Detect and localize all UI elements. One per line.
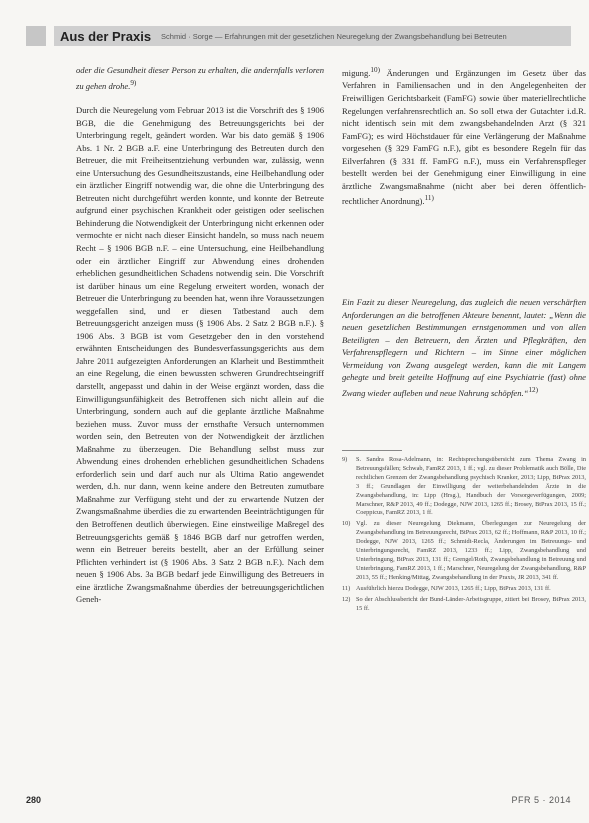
page-number: 280 [26,795,42,805]
paragraph-intro: oder die Gesundheit dieser Person zu erhalten, die andernfalls verloren zu gehen drohe.$^{9)}$ [76,65,324,91]
footnote-ref: 12) [528,385,538,394]
header-square-icon [26,26,46,46]
footnote-item: 9) S. Sandra Rosa-Adelmann, in: Rechtsprechungsübersicht zum Thema Zwang in Betreuungsfällen; Schwab, FamRZ 2013, 1 ff.; vgl. zu dieser Problematik auch Bölle, Die rechtlichen Grenzen der Zwangsbehandlung psychisch Kranker, 2013; Lipp, BtPrax 2013, 3 ff.; Grundlagen der Einwilligung der weiterbehandelnden Ärzte in die Zwangsbehandlung, in: Lipp (Hrsg.), Handbuch der Vorsorgeverfügungen, 2009; Marschner, R&P 2013, 49 ff.; Dodegge, NJW 2013, 1265 ff.; Brosey, BtPrax 2013, 15 ff.; Coeppicus, FamRZ 2013, 1 ff. [342,456,586,517]
footnote-item: 12) So der Abschlussbericht der Bund-Länder-Arbeitsgruppe, zitiert bei Brosey, BtPrax 2013, 15 ff. [342,595,586,612]
footnote-ref: 11) [424,194,434,203]
paragraph-conclusion: Ein Fazit zu dieser Neuregelung, das zugleich die neuen verschärften Anforderungen an die betroffenen Akteure benennt, lautet: „Wenn die neuen gesetzlichen Bestimmungen ernstgenommen und von allen Beteiligten – den Betreuern, den Ärzten und Pflegkräften, den Verfahrenspflegern und Richtern – im Sinne einer möglichen Vermeidung von Zwang ausgelegt werden, kann die mit Langem gehegte und breit geteilte Hoffnung auf eine Psychiatrie (fast) ohne Zwang wieder aufleben und neue Nahrung schöpfen.“$^{12)}$ [342,297,586,398]
footnote-divider [342,450,402,451]
section-title: Aus der Praxis [60,28,152,44]
paragraph-continued: migung.$^{10)}$ Änderungen und Ergänzungen im Gesetz über das Verfahren in Familiensachen und in den Angelegenheiten der Freiwilligen Gerichtsbarkeit (FamFG) sowie über materiellrechtliche Regelungen verfahrensrechtlich an. So soll etwa der Gutachter i.d.R. nicht identisch sein mit dem zwangsbehandelnden Arzt (§ 321 FamFG); es wird Höchstdauer für eine Verlängerung der Maßnahme vorgesehen (§ 329 FamFG n.F.), gibt es besondere Regeln für das Eilverfahren (§ 331 ff. FamFG n.F.), muss ein Verfahrenspfleger bestellt werden bei der Genehmigung einer Einwilligung in eine ärztliche Zwangsmaßnahme (nicht aber bei deren öffentlich-rechtlicher Anordnung).$^{11)}$ [342,66,586,207]
footnotes [342,456,586,756]
right-column [342,64,586,284]
footnote-ref: 10) [370,66,380,74]
footnote-ref: 9) [130,78,137,87]
paragraph-main: Durch die Neuregelung vom Februar 2013 ist die Vorschrift des § 1906 BGB, die die Genehmigung des Betreuungsgerichts bei der Unterbringung regelt, geändert worden. War bis dato gemäß § 1906 Abs. 1 Nr. 2 BGB a.F. eine Unterbringung des Betreuten durch den Betreuer, die mit Freiheitsentziehung verbunden war, zulässig, wenn eine Untersuchung des Gesundheitszustands, eine Heilbehandlung oder ein ärztlicher Eingriff notwendig war, die ohne die Unterbringung des Betreuten nicht durchgeführt werden konnte, und konnte der Betreute aufgrund einer psychischen Krankheit oder geistigen oder seelischen Behinderung die Notwendigkeit der Unterbringung nicht erkennen oder vermochte er nicht nach dieser Einsicht handeln, so muss nach neuem Recht – § 1906 BGB n.F. – eine Untersuchung, eine Heilbehandlung oder ein ärztlicher Eingriff zur Abwendung eines drohenden erheblichen gesundheitlichen Schadens notwendig sein. Die Vorschrift ist darüber hinaus um eine Regelung erweitert worden, wonach der Betreuer die Unterbringung zu beenden hat, wenn ihre Voraussetzungen weggefallen sind, und er diesen Tatbestand auch dem Betreuungsgericht anzeigen muss (§ 1906 Abs. 2 Satz 2 BGB n.F.). § 1906 Abs. 3 BGB ist vom Gesetzgeber den in den vorstehend erwähnten Entscheidungen des Bundesverfassungsgerichts aus dem Jahre 2011 aufgezeigten Anforderungen an Klarheit und Bestimmtheit an eine Regelung, die einen bewussten schweren Grundrechtseingriff darstellt, angepasst und dahin in der Weise ergänzt worden, dass die Einwilligungsunfähigkeit des Betroffenen sich nicht allein auf die Unterbringung, sondern auch auf die geplante ärztliche Maßnahme beziehen muss. Zuvor muss der ernsthafte Versuch unternommen worden sein, den Betreuten von der Notwendigkeit der ärztlichen Maßnahme zu überzeugen. Die Behandlung selbst muss zur Abwendung eines drohenden erheblichen gesundheitlichen Schadens erforderlich sein und darf auch nur als Ultima Ratio angewendet werden, d.h. nur dann, wenn keine andere den Betreuten zumutbare Maßnahme zur Verfügung steht und der zu erwartende Nutzen der Zwangsmaßnahme überdies die zu erwartenden Beeinträchtigungen für den Betroffenen deutlich überwiegen. Eine einstweilige Maßregel des Betreuungsgerichts gemäß § 1846 BGB darf nur getroffen werden, wenn ein Betreuer bereits bestellt, aber an der Erfüllung seiner Pflichten verhindert ist (§ 1906 Abs. 3 Satz 2 BGB n.F.). Nach dem neuen § 1906 Abs. 3a BGB bedarf jede Einwilligung des Betreuers in eine ärztliche Zwangsmaßnahme überdies der betreuungsgerichtlichen Geneh- [76,104,324,605]
header-bar [54,26,571,46]
journal-label: PFR 5 · 2014 [511,795,571,805]
footnote-item: 10) Vgl. zu dieser Neuregelung Diekmann, Überlegungen zur Neuregelung der Zwangsbehandlung im Betreuungsrecht, BtPrax 2013, 62 ff.; Hoffmann, R&P 2013, 10 ff.; Dodegge, NJW 2013, 1265 ff.; Schmidt-Recla, Änderungen im Betreuungs- und Unterbringungsrecht, FamRZ 2013, 1233 ff.; Lipp, Zwangsbehandlung und Unterbringung, BtPrax 2013, 131 ff.; Grengel/Roth, Zwangsbehandlung in Betreuung und Unterbringung, FamRZ 2013, 1 ff.; Marschner, Neuregelung der Zwangsbehandlung, R&P 2013, 55 ff.; Henking/Mittag, Zwangsbehandlung in der Praxis, JR 2013, 341 ff. [342,520,586,581]
section-subtitle: Schmid · Sorge — Erfahrungen mit der gesetzlichen Neuregelung der Zwangsbehandlung bei Betreuten [161,31,507,41]
footnote-item: 11) Ausführlich hierzu Dodegge, NJW 2013, 1265 ff.; Lipp, BtPrax 2013, 131 ff. [342,584,551,592]
left-column [76,64,324,799]
right-column-conclusion [342,296,586,436]
page-footer [26,795,571,809]
section-header [26,24,571,48]
